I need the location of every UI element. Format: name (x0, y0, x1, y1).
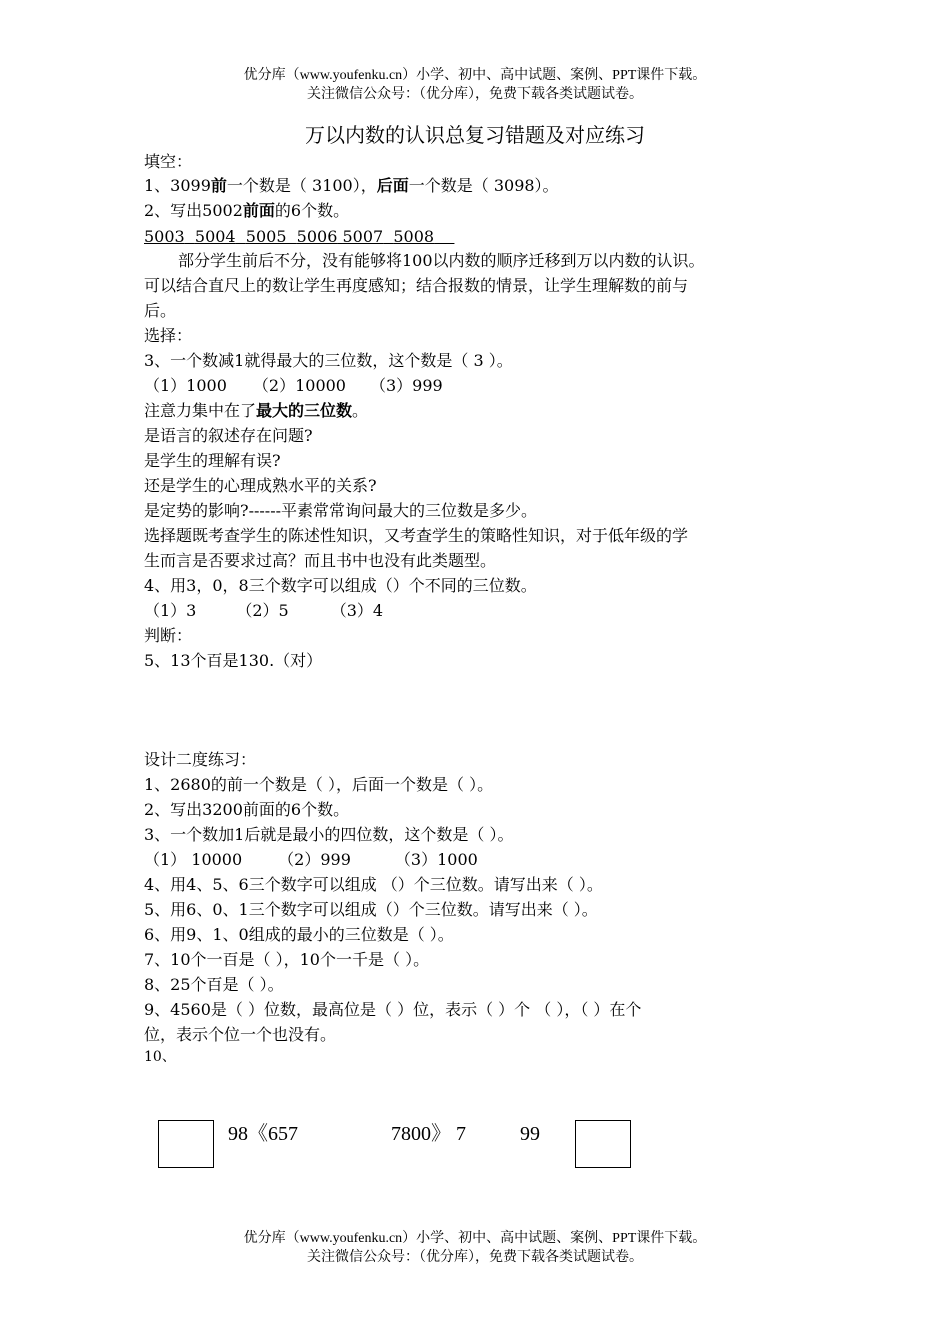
answer-box-right[interactable] (575, 1120, 631, 1168)
focus-note (144, 400, 368, 422)
practice-4: 4、用4、5、6三个数字可以组成 （）个三位数。请写出来（ ）。 (144, 875, 603, 894)
answer-box-left[interactable] (158, 1120, 214, 1168)
answer-value: 5006 (296, 227, 338, 246)
question-4: 4、用3，0，8三个数字可以组成（）个不同的三位数。 (144, 576, 537, 595)
compare-right: 99 (520, 1123, 540, 1145)
q1-part-e: 一个数是（ 3098）。 (408, 176, 559, 195)
q2-keyword: 前面 (242, 201, 275, 220)
note-line-1: 部分学生前后不分，没有能够将100以内数的顺序迁移到万以内数的认识。 (178, 251, 705, 270)
q1-keyword-after: 后面 (376, 176, 409, 195)
compare-middle: 7800》 7 (391, 1123, 466, 1145)
question-1 (144, 175, 559, 197)
question-3-options (144, 375, 443, 397)
focus-end: 。 (352, 401, 369, 420)
q1-part-c: 一个数是（ 3100）， (226, 176, 377, 195)
practice-9-line-2: 位，表示个位一个也没有。 (144, 1025, 337, 1044)
option: （1） 10000 (144, 850, 243, 869)
option: （3）4 (330, 601, 384, 620)
practice-8: 8、25个百是（ ）。 (144, 975, 284, 994)
practice-10: 10、 (144, 1049, 176, 1065)
q2-part-a: 2、写出5002 (144, 201, 243, 220)
practice-1: 1、2680的前一个数是（ ），后面一个数是（ ）。 (144, 775, 494, 794)
practice-9-line-1: 9、4560是（ ）位数，最高位是（ ）位，表示（ ）个 （ ），（ ）在个 (144, 1000, 642, 1019)
option: （2）5 (236, 601, 289, 620)
option: （2）10000 (252, 376, 346, 395)
practice-5: 5、用6、0、1三个数字可以组成（）个三位数。请写出来（ ）。 (144, 900, 598, 919)
reflection-3: 还是学生的心理成熟水平的关系? (144, 476, 377, 495)
page-title: 万以内数的认识总复习错题及对应练习 (305, 123, 645, 147)
option: （2）999 (278, 850, 351, 869)
answer-value: 5003 (144, 227, 185, 246)
note-line-3: 后。 (144, 301, 177, 320)
question-5: 5、13个百是130.（对） (144, 651, 323, 670)
section-fill-heading: 填空： (144, 152, 193, 171)
option: （1）3 (144, 601, 197, 620)
practice-2: 2、写出3200前面的6个数。 (144, 800, 350, 819)
q1-keyword-before: 前 (210, 176, 227, 195)
focus-keyword: 最大的三位数 (256, 401, 353, 420)
focus-text: 注意力集中在了 (144, 401, 257, 420)
note-line-2: 可以结合直尺上的数让学生再度感知；结合报数的情景，让学生理解数的前与 (144, 276, 689, 295)
option: （3）999 (370, 376, 443, 395)
footer-line-2: 关注微信公众号：（优分库），免费下载各类试题试卷。 (307, 1250, 643, 1265)
practice-7: 7、10个一百是（ ），10个一千是（ ）。 (144, 950, 430, 969)
option: （1）1000 (144, 376, 227, 395)
option: （3）1000 (394, 850, 478, 869)
section-choice-heading: 选择： (144, 326, 193, 345)
practice-3-options (144, 849, 478, 871)
practice-heading: 设计二度练习： (144, 750, 257, 769)
reflection-6: 生而言是否要求过高？而且书中也没有此类题型。 (144, 551, 497, 570)
practice-6: 6、用9、1、0组成的最小的三位数是（ ）。 (144, 925, 454, 944)
answer-value: 5007 (342, 227, 384, 246)
header-line-1: 优分库（www.youfenku.cn）小学、初中、高中试题、案例、PPT课件下载。 (243, 68, 707, 83)
q2-part-c: 的6个数。 (274, 201, 350, 220)
q1-part-a: 1、3099 (144, 176, 211, 195)
question-4-options (144, 600, 383, 622)
reflection-4: 是定势的影响?------平素常常询问最大的三位数是多少。 (144, 501, 538, 520)
answer-value: 5004 (194, 227, 236, 246)
answer-value: 5005 (245, 227, 287, 246)
header-line-2: 关注微信公众号：（优分库），免费下载各类试题试卷。 (307, 87, 643, 102)
compare-left: 98《657 (228, 1123, 298, 1145)
practice-3: 3、一个数加1后就是最小的四位数，这个数是（ ）。 (144, 825, 514, 844)
reflection-1: 是语言的叙述存在问题? (144, 426, 313, 445)
question-2-answers (144, 226, 454, 248)
answer-value: 5008 (393, 227, 435, 246)
reflection-2: 是学生的理解有误? (144, 451, 281, 470)
footer-line-1: 优分库（www.youfenku.cn）小学、初中、高中试题、案例、PPT课件下载。 (243, 1231, 707, 1246)
section-judge-heading: 判断： (144, 626, 193, 645)
question-2 (144, 200, 349, 222)
question-3: 3、一个数减1就得最大的三位数，这个数是（ 3 ）。 (144, 351, 513, 370)
reflection-5: 选择题既考查学生的陈述性知识，又考查学生的策略性知识，对于低年级的学 (144, 526, 689, 545)
